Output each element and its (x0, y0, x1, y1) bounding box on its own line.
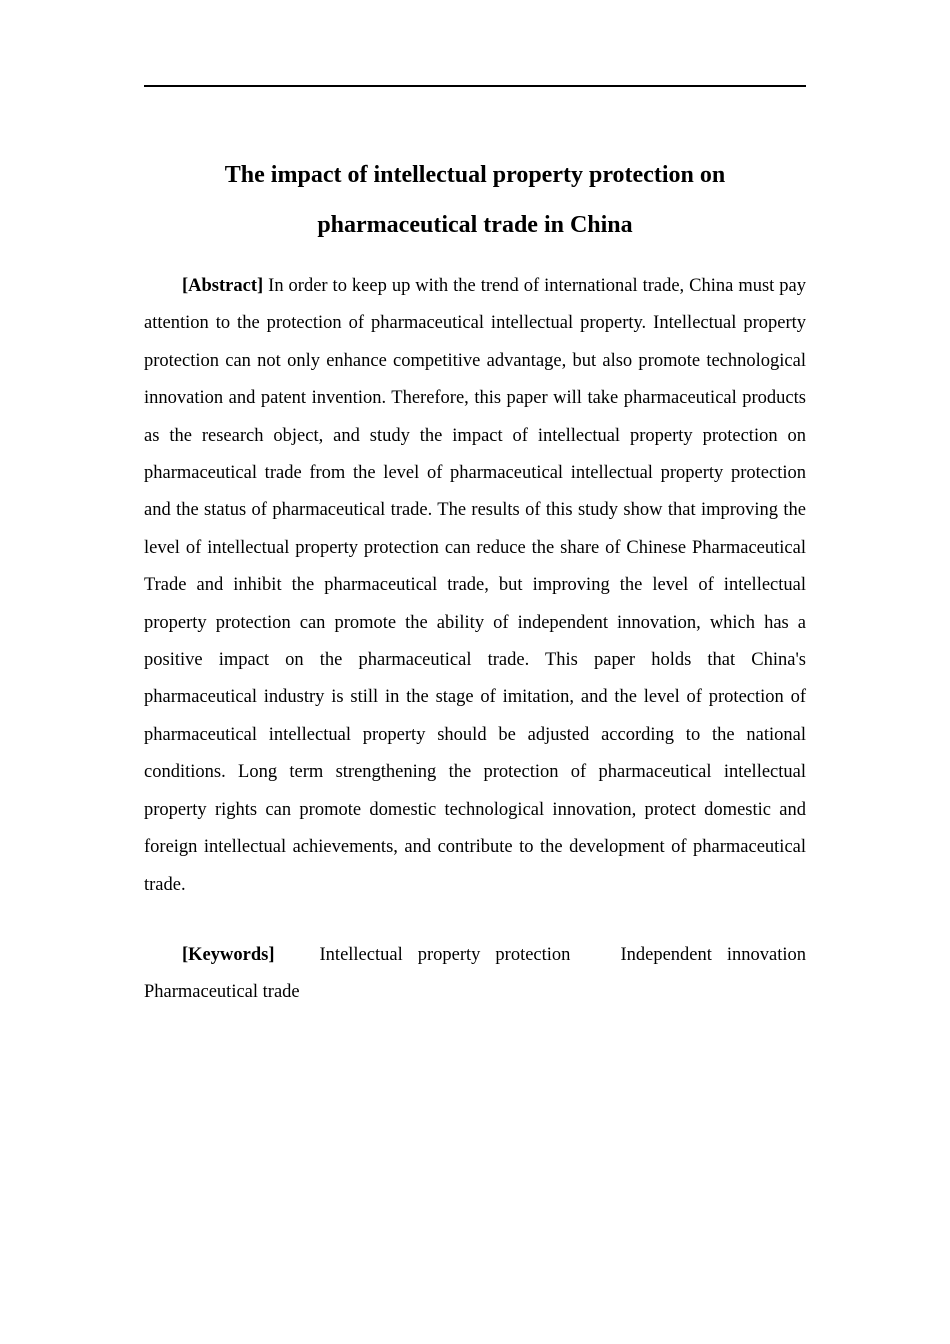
keyword-item: Intellectual property protection (319, 945, 571, 965)
title-line-2: pharmaceutical trade in China (317, 212, 633, 238)
header-rule (144, 85, 806, 87)
paper-title (144, 150, 806, 250)
abstract-paragraph (144, 268, 806, 904)
keywords-paragraph (144, 937, 806, 1012)
title-line-1: The impact of intellectual property protection on (224, 162, 726, 188)
keyword-item: Pharmaceutical trade (144, 982, 300, 1003)
keywords-label: [Keywords] (182, 945, 275, 965)
abstract-label: [Abstract] (182, 276, 264, 296)
keyword-item: Independent innovation (620, 945, 807, 965)
abstract-text: In order to keep up with the trend of international trade, China must pay attention to the protection of pharmaceutical intellectual property. Intellectual property protection can not only enhance competitive advantage, but also promote technological innovation and patent invention. Therefore, this paper will take pharmaceutical products as the research object, and study the impact of intellectual property protection on pharmaceutical trade from the level of pharmaceutical intellectual property protection and the status of pharmaceutical trade. The results of this study show that improving the level of intellectual property protection can reduce the share of Chinese Pharmaceutical Trade and inhibit the pharmaceutical trade, but improving the level of intellectual property protection can promote the ability of independent innovation, which has a positive impact on the pharmaceutical trade. This paper holds that China's pharmaceutical industry is still in the stage of imitation, and the level of protection of pharmaceutical intellectual property should be adjusted according to the national conditions. Long term strengthening the protection of pharmaceutical intellectual property rights can promote domestic technological innovation, protect domestic and foreign intellectual achievements, and contribute to the development of pharmaceutical trade. (144, 276, 806, 895)
